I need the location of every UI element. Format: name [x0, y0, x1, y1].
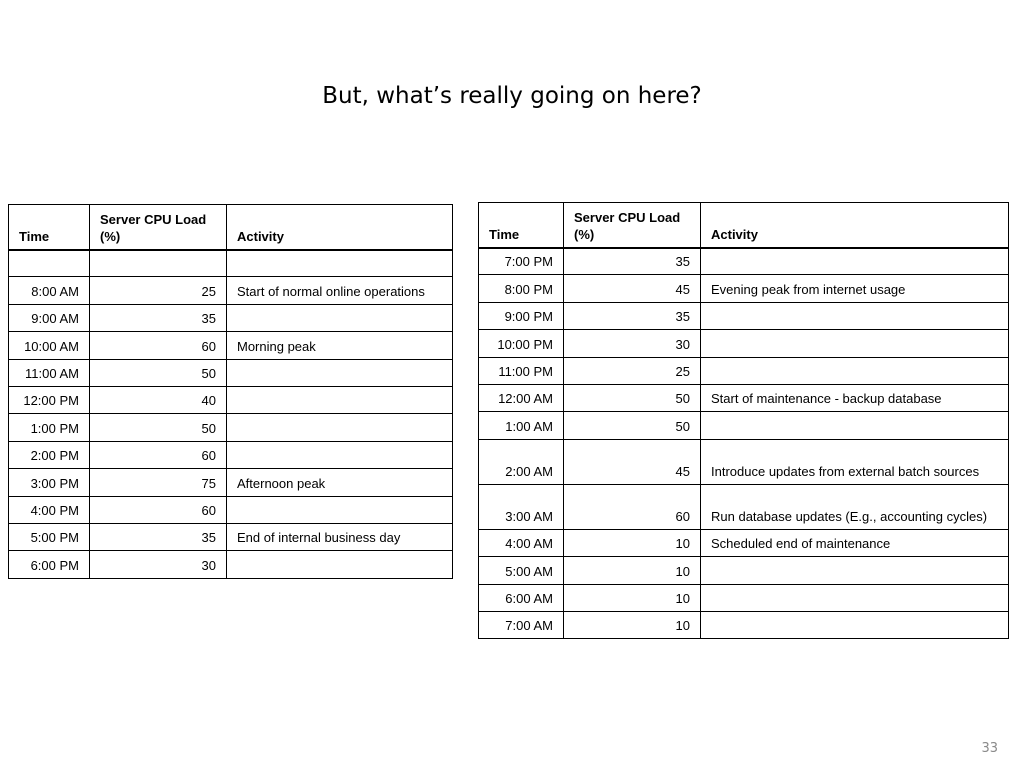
time-cell: 3:00 AM: [479, 484, 564, 529]
column-header-cpu-load: Server CPU Load (%): [564, 203, 701, 248]
cpu-load-cell: 40: [90, 386, 227, 413]
activity-cell: Introduce updates from external batch sources: [701, 439, 1009, 484]
cpu-load-cell: 50: [90, 359, 227, 386]
table-row: [9, 441, 453, 468]
activity-cell: [701, 357, 1009, 384]
table-row: [479, 557, 1009, 584]
table-row: [9, 414, 453, 441]
time-cell: 11:00 AM: [9, 359, 90, 386]
column-header-time: Time: [479, 203, 564, 248]
table-row: [479, 439, 1009, 484]
table-row: [9, 332, 453, 359]
time-cell: 12:00 PM: [9, 386, 90, 413]
time-cell: 4:00 AM: [479, 529, 564, 556]
time-cell: 7:00 AM: [479, 611, 564, 638]
slide-title: But, what’s really going on here?: [322, 83, 702, 109]
time-cell: 9:00 AM: [9, 304, 90, 331]
cpu-load-cell: 50: [564, 384, 701, 411]
activity-cell: [227, 414, 453, 441]
cpu-load-table-overnight: [478, 202, 1009, 639]
activity-cell: [701, 248, 1009, 275]
table-row: [9, 496, 453, 523]
cpu-load-cell: 75: [90, 469, 227, 496]
cpu-load-cell: 35: [564, 248, 701, 275]
column-header-cpu-load: Server CPU Load (%): [90, 205, 227, 250]
activity-cell: [227, 441, 453, 468]
cpu-load-cell: 10: [564, 611, 701, 638]
table-row: [479, 248, 1009, 275]
activity-cell: Start of normal online operations: [227, 277, 453, 304]
table-row: [479, 330, 1009, 357]
cpu-load-cell: 30: [90, 551, 227, 578]
column-header-activity: Activity: [227, 205, 453, 250]
column-header-time: Time: [9, 205, 90, 250]
activity-cell: [701, 412, 1009, 439]
table-header-row: [9, 205, 453, 250]
table-row: [9, 523, 453, 550]
activity-cell: [701, 584, 1009, 611]
cpu-load-cell: 35: [90, 523, 227, 550]
time-cell: 5:00 PM: [9, 523, 90, 550]
table-row: [479, 412, 1009, 439]
time-cell: 7:00 PM: [479, 248, 564, 275]
cpu-load-cell: 10: [564, 529, 701, 556]
cpu-load-cell: 35: [90, 304, 227, 331]
cpu-load-cell: 25: [564, 357, 701, 384]
time-cell: 11:00 PM: [479, 357, 564, 384]
table-row: [479, 584, 1009, 611]
activity-cell: [227, 496, 453, 523]
table-row: [479, 275, 1009, 302]
cpu-load-cell: 10: [564, 584, 701, 611]
cpu-load-cell: 60: [90, 332, 227, 359]
time-cell: 5:00 AM: [479, 557, 564, 584]
cpu-load-cell: 50: [564, 412, 701, 439]
table-row: [9, 250, 453, 277]
table-row: [479, 484, 1009, 529]
cpu-load-cell: [90, 250, 227, 277]
time-cell: 1:00 PM: [9, 414, 90, 441]
activity-cell: Evening peak from internet usage: [701, 275, 1009, 302]
activity-cell: [701, 302, 1009, 329]
activity-cell: Start of maintenance - backup database: [701, 384, 1009, 411]
time-cell: 2:00 PM: [9, 441, 90, 468]
activity-cell: [227, 359, 453, 386]
table-row: [479, 384, 1009, 411]
table-row: [479, 611, 1009, 638]
table-header-row: [479, 203, 1009, 248]
time-cell: 2:00 AM: [479, 439, 564, 484]
time-cell: 4:00 PM: [9, 496, 90, 523]
column-header-activity: Activity: [701, 203, 1009, 248]
time-cell: 9:00 PM: [479, 302, 564, 329]
table-row: [479, 529, 1009, 556]
table-row: [9, 277, 453, 304]
cpu-load-cell: 45: [564, 275, 701, 302]
time-cell: 10:00 AM: [9, 332, 90, 359]
activity-cell: Afternoon peak: [227, 469, 453, 496]
activity-cell: [227, 304, 453, 331]
table-row: [479, 357, 1009, 384]
cpu-load-cell: 60: [564, 484, 701, 529]
cpu-load-cell: 35: [564, 302, 701, 329]
table-row: [9, 304, 453, 331]
time-cell: 6:00 PM: [9, 551, 90, 578]
cpu-load-cell: 30: [564, 330, 701, 357]
table-row: [9, 359, 453, 386]
activity-cell: [701, 330, 1009, 357]
time-cell: [9, 250, 90, 277]
table-row: [9, 386, 453, 413]
activity-cell: [701, 611, 1009, 638]
cpu-load-cell: 45: [564, 439, 701, 484]
activity-cell: [227, 386, 453, 413]
activity-cell: [701, 557, 1009, 584]
table-row: [479, 302, 1009, 329]
activity-cell: Scheduled end of maintenance: [701, 529, 1009, 556]
page-number: 33: [981, 741, 998, 756]
cpu-load-cell: 50: [90, 414, 227, 441]
time-cell: 6:00 AM: [479, 584, 564, 611]
activity-cell: Morning peak: [227, 332, 453, 359]
time-cell: 12:00 AM: [479, 384, 564, 411]
time-cell: 1:00 AM: [479, 412, 564, 439]
activity-cell: Run database updates (E.g., accounting cycles): [701, 484, 1009, 529]
table-row: [9, 469, 453, 496]
cpu-load-cell: 60: [90, 441, 227, 468]
activity-cell: End of internal business day: [227, 523, 453, 550]
time-cell: 3:00 PM: [9, 469, 90, 496]
time-cell: 8:00 AM: [9, 277, 90, 304]
table-row: [9, 551, 453, 578]
cpu-load-cell: 25: [90, 277, 227, 304]
time-cell: 8:00 PM: [479, 275, 564, 302]
activity-cell: [227, 250, 453, 277]
cpu-load-table-daytime: [8, 204, 453, 579]
activity-cell: [227, 551, 453, 578]
time-cell: 10:00 PM: [479, 330, 564, 357]
cpu-load-cell: 60: [90, 496, 227, 523]
cpu-load-cell: 10: [564, 557, 701, 584]
